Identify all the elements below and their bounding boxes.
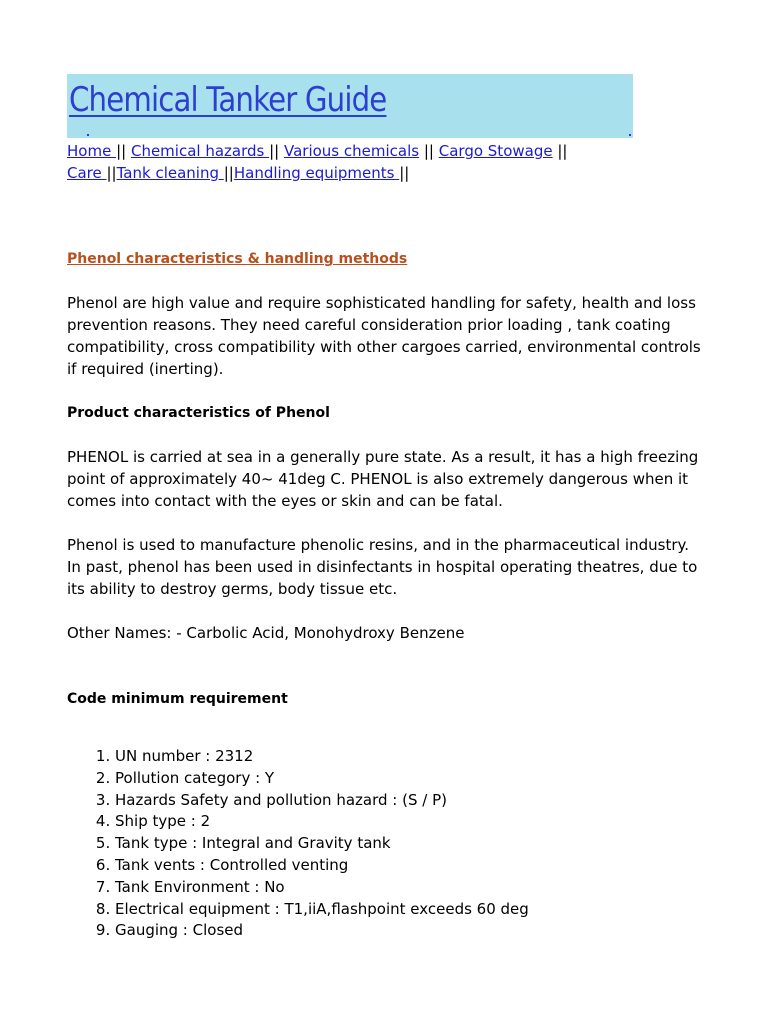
nav-separator: || (423, 142, 439, 160)
product-paragraph-1: PHENOL is carried at sea in a generally pure state. As a result, it has a high freezing point of approximately 40~ 41deg C. PHENOL is also extremely dangerous when it comes into contact with the eyes or skin and can be fatal. (67, 448, 699, 510)
list-item: 9. Gauging : Closed (115, 920, 707, 942)
nav-separator: || (269, 142, 284, 160)
other-names: Other Names: - Carbolic Acid, Monohydroxy Benzene (67, 624, 465, 642)
nav-separator: || (116, 142, 131, 160)
article-content (67, 247, 707, 942)
code-heading: Code minimum requirement (67, 691, 288, 707)
requirements-list (67, 746, 707, 942)
list-item: 5. Tank type : Integral and Gravity tank (115, 833, 707, 855)
list-item: 3. Hazards Safety and pollution hazard : (S / P) (115, 790, 707, 812)
banner-decoration-dot (87, 134, 89, 136)
list-item: 8. Electrical equipment : T1,iiA,flashpoint exceeds 60 deg (115, 899, 707, 921)
list-item: 6. Tank vents : Controlled venting (115, 855, 707, 877)
nav-separator: || (106, 164, 117, 182)
nav-link-tank-cleaning[interactable]: Tank cleaning (116, 164, 224, 182)
nav-link-handling-equipments[interactable]: Handling equipments (233, 164, 400, 182)
site-title[interactable]: Chemical Tanker Guide (69, 80, 387, 120)
nav-link-various-chemicals[interactable]: Various chemicals (284, 142, 420, 160)
nav-link-chemical-hazards[interactable]: Chemical hazards (130, 142, 270, 160)
list-item: 2. Pollution category : Y (115, 768, 707, 790)
nav-separator: || (557, 142, 568, 160)
nav-link-home[interactable]: Home (67, 142, 117, 160)
list-item: 4. Ship type : 2 (115, 811, 707, 833)
nav-separator: || (399, 164, 410, 182)
list-item: 1. UN number : 2312 (115, 746, 707, 768)
banner-decoration-dot (629, 134, 631, 136)
product-paragraph-2: Phenol is used to manufacture phenolic resins, and in the pharmaceutical industry. In past, phenol has been used in disinfectants in hospital operating theatres, due to its ability to destroy germs, body tissue etc. (67, 536, 698, 598)
site-navigation (67, 140, 707, 184)
nav-separator: || (223, 164, 234, 182)
nav-link-cargo-stowage[interactable]: Cargo Stowage (438, 142, 553, 160)
nav-link-care[interactable]: Care (67, 164, 107, 182)
intro-paragraph: Phenol are high value and require sophisticated handling for safety, health and loss prevention reasons. They need careful consideration prior loading , tank coating compatibility, cross compatibility with other cargoes carried, environmental controls if required (inerting). (67, 294, 701, 378)
section-title[interactable]: Phenol characteristics & handling methods (67, 251, 408, 267)
product-heading: Product characteristics of Phenol (67, 405, 330, 421)
list-item: 7. Tank Environment : No (115, 877, 707, 899)
site-banner (67, 74, 633, 138)
